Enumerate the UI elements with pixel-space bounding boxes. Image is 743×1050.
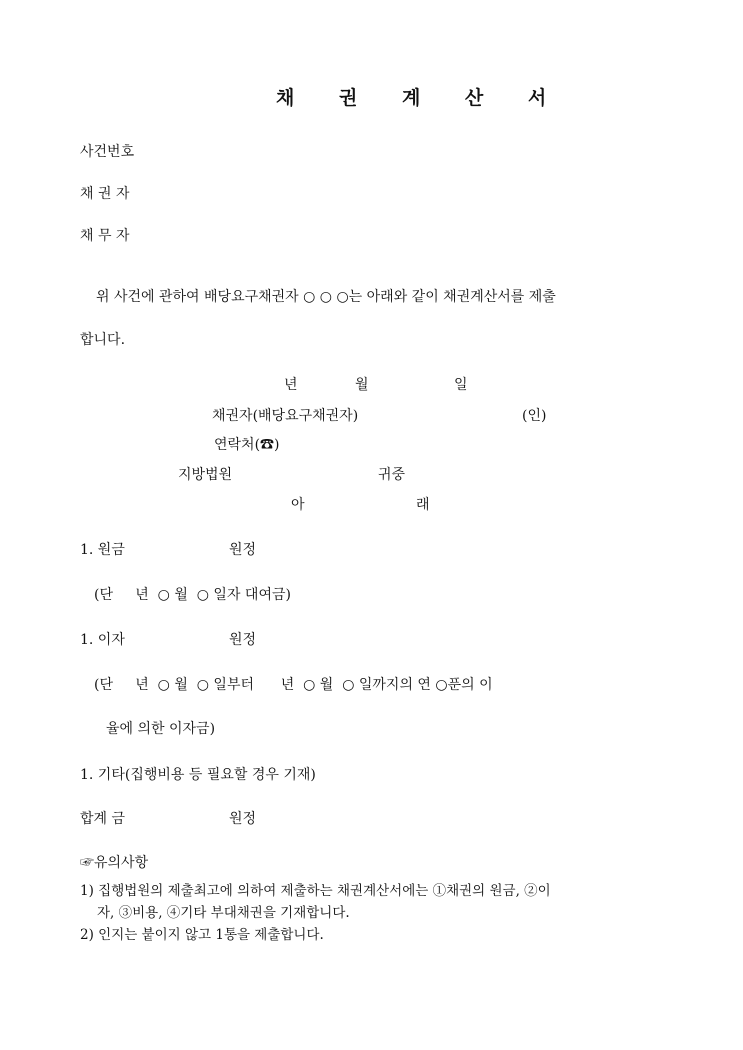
interest-unit: 원정 [229, 632, 257, 648]
date-year: 년 [284, 377, 298, 393]
interest-label: 1. 이자 [80, 632, 125, 648]
note-1-line-1: 1) 집행법원의 제출최고에 의하여 제출하는 채권계산서에는 ①채권의 원금, ②이 [80, 883, 551, 899]
interest-note-line-2: 율에 의한 이자금) [106, 721, 216, 737]
debtor-label: 채 무 자 [80, 228, 130, 244]
case-number-label: 사건번호 [80, 144, 135, 160]
principal-label: 1. 원금 [80, 542, 125, 558]
total-unit: 원정 [229, 811, 257, 827]
note-1-line-2: 자, ③비용, ④기타 부대채권을 기재합니다. [97, 905, 350, 921]
creditor-label: 채 권 자 [80, 186, 130, 202]
interest-note-line-1: (단 년 ○ 월 ○ 일부터 년 ○ 월 ○ 일까지의 연 ○푼의 이 [94, 677, 493, 693]
principal-note: (단 년 ○ 월 ○ 일자 대여금) [94, 587, 291, 603]
principal-unit: 원정 [229, 542, 257, 558]
date-month: 월 [355, 377, 369, 393]
signature-seal: (인) [522, 408, 547, 424]
below-heading-a: 아 [291, 497, 305, 513]
intro-line-1: 위 사건에 관하여 배당요구채권자 ○ ○ ○는 아래와 같이 채권계산서를 제출 [96, 289, 556, 305]
intro-line-2: 합니다. [80, 332, 126, 348]
court-honorific: 귀중 [378, 467, 406, 483]
other-item: 1. 기타(집행비용 등 필요할 경우 기재) [80, 767, 316, 783]
signature-party: 채권자(배당요구채권자) [212, 408, 359, 424]
total-label: 합계 금 [80, 811, 126, 827]
notes-heading: ☞유의사항 [80, 855, 149, 871]
date-day: 일 [454, 377, 468, 393]
document-title: 채 권 계 산 서 [276, 87, 566, 109]
note-2: 2) 인지는 붙이지 않고 1통을 제출합니다. [80, 927, 324, 943]
court-name: 지방법원 [178, 467, 233, 483]
signature-contact: 연락처(☎) [214, 437, 280, 453]
below-heading-rae: 래 [416, 497, 430, 513]
